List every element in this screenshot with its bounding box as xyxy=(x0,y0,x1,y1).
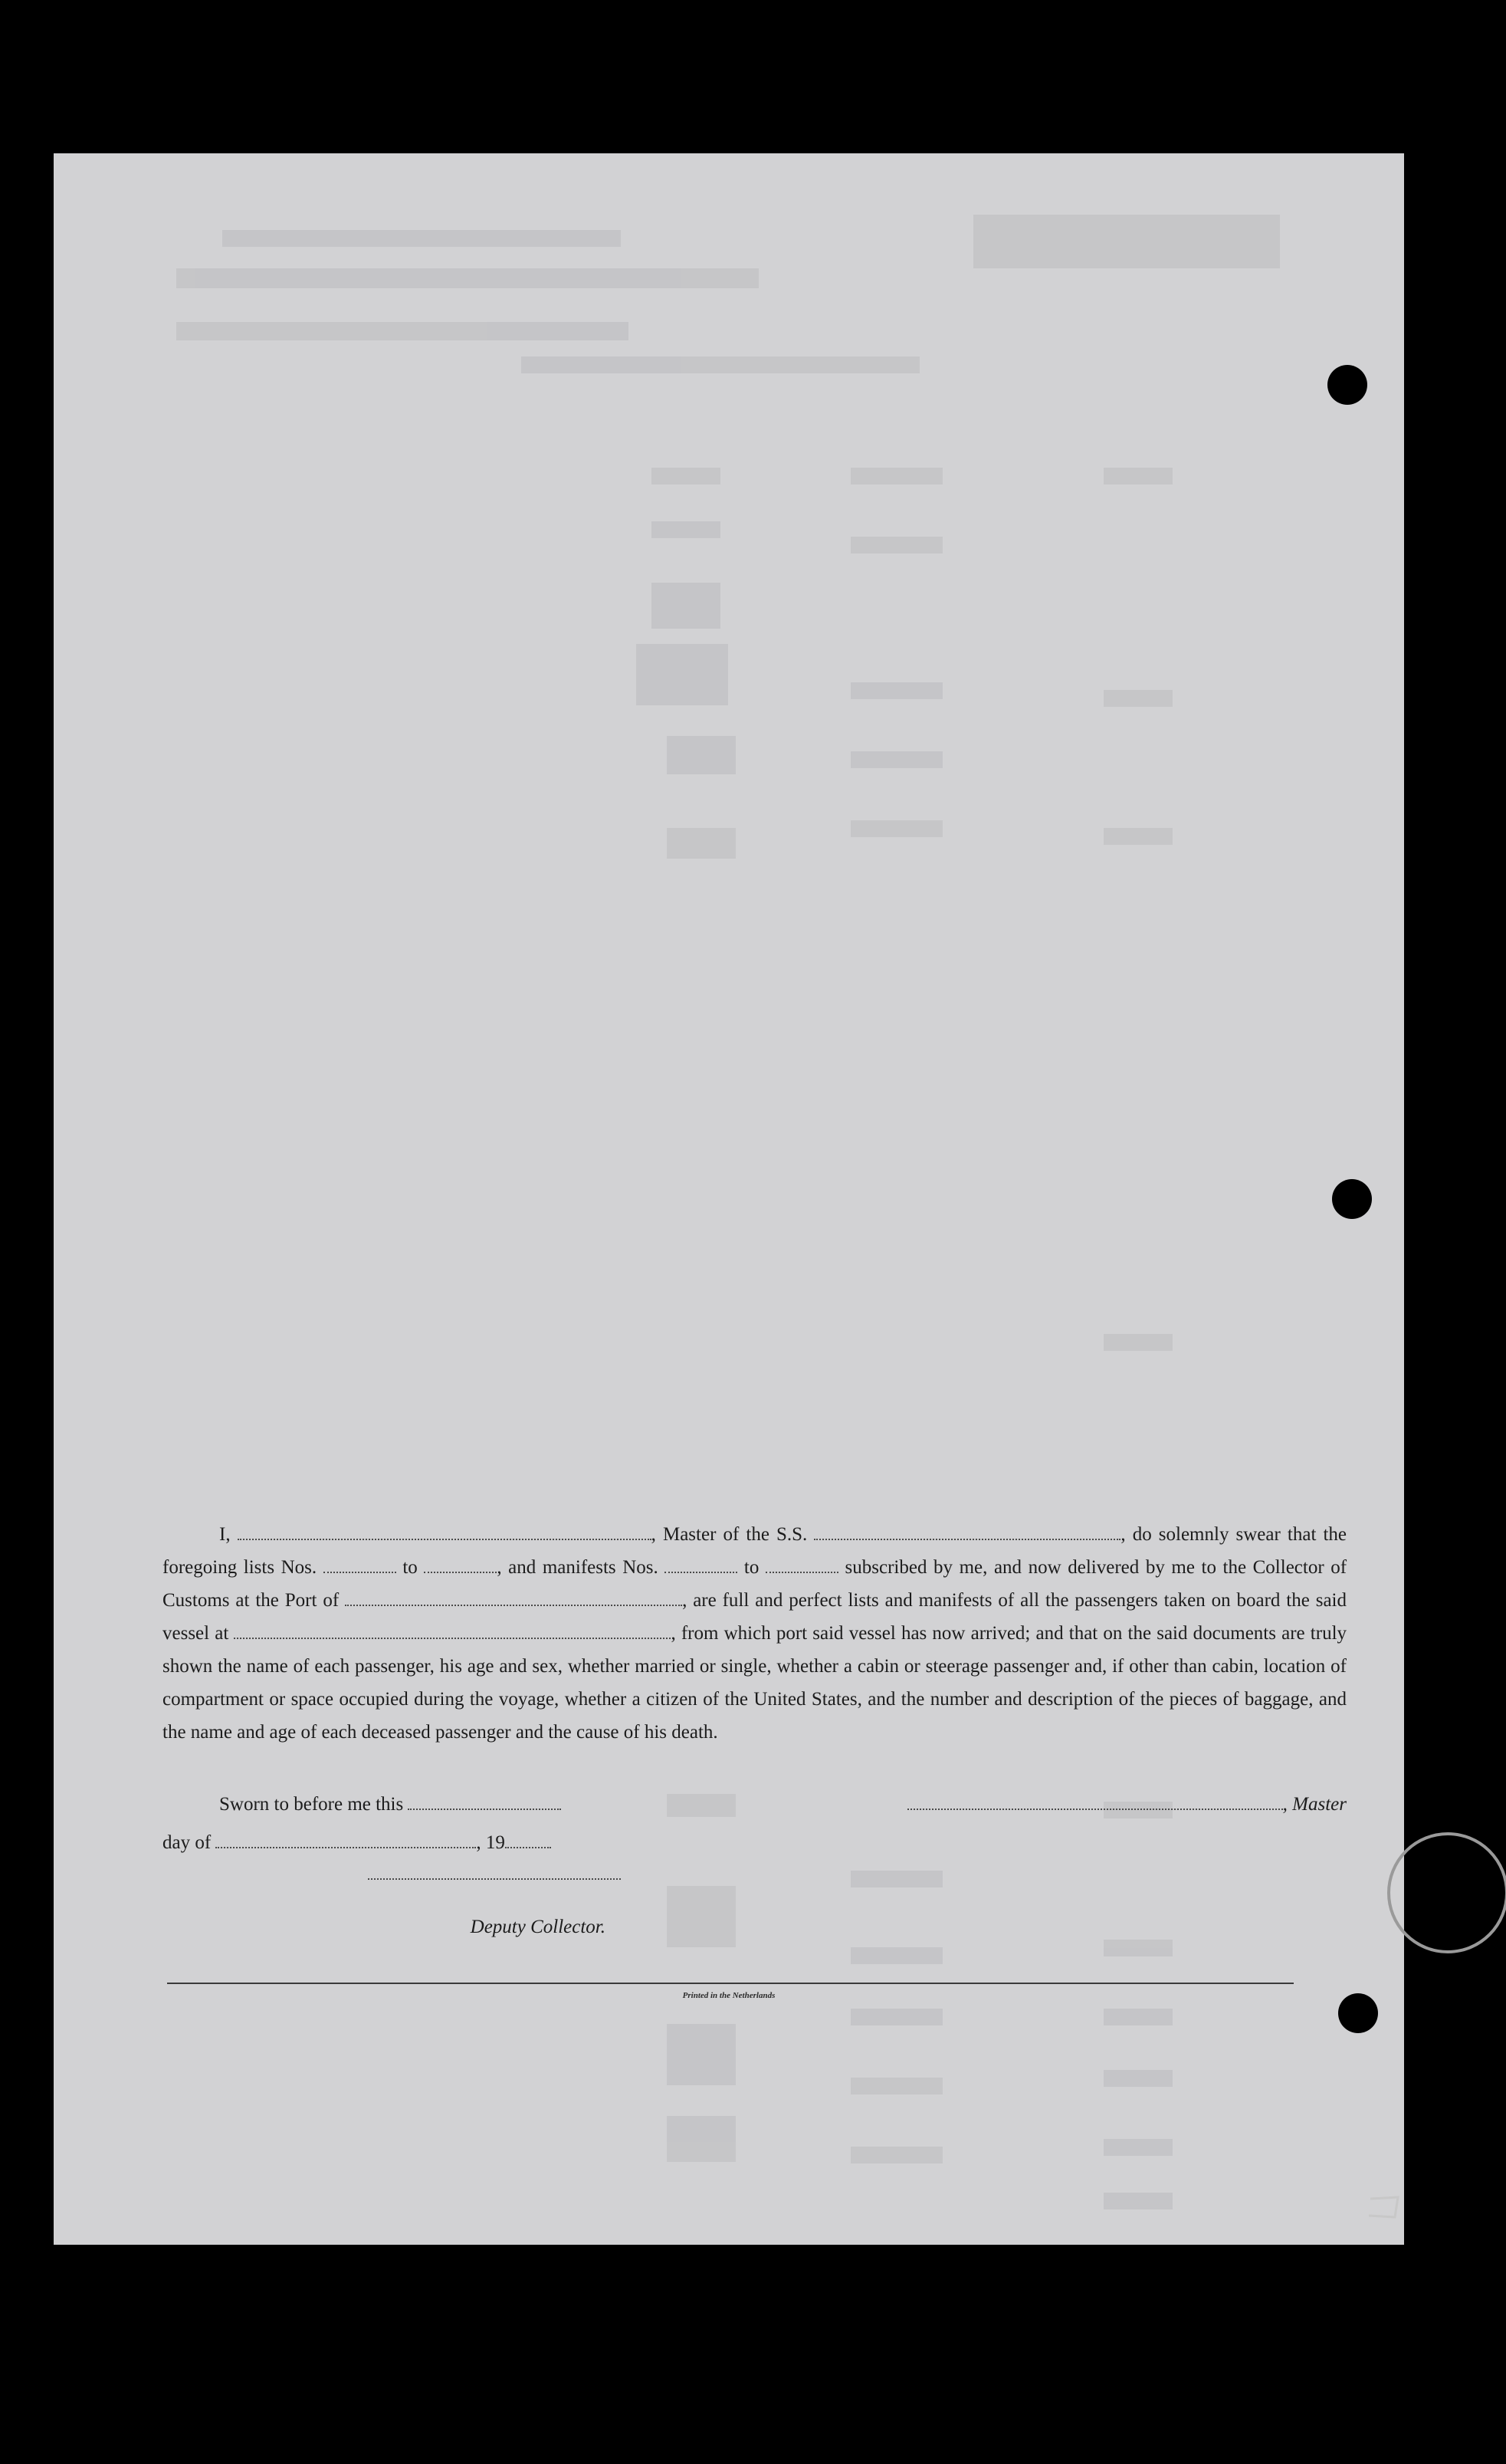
oath-text-6: to xyxy=(743,1557,760,1578)
footer-rule xyxy=(167,1983,1294,1984)
lists-from-blank xyxy=(323,1559,396,1573)
master-oath-paragraph xyxy=(162,1518,1347,1749)
sworn-label: Sworn to before me this xyxy=(219,1794,404,1815)
year-blank xyxy=(505,1835,551,1848)
oath-text-1: I, xyxy=(219,1524,231,1545)
oath-text-7: subscribed by me, and now delivered by me to the Collector of Customs at the Port of xyxy=(162,1557,1347,1611)
manifests-to-blank xyxy=(766,1559,838,1573)
printer-note: Printed in the Netherlands xyxy=(682,1991,776,2000)
year-label: , 19 xyxy=(476,1832,505,1853)
manifests-from-blank xyxy=(664,1559,737,1573)
manifest-page xyxy=(54,153,1404,2245)
day-label: day of xyxy=(162,1832,212,1853)
deputy-signature-blank xyxy=(368,1878,621,1880)
ship-name-blank xyxy=(814,1526,1120,1540)
oath-text-5: , and manifests Nos. xyxy=(497,1557,658,1578)
lists-to-blank xyxy=(424,1559,497,1573)
sworn-row xyxy=(162,1788,1347,1821)
departure-port-blank xyxy=(234,1625,671,1639)
oath-text-2: , Master of the S.S. xyxy=(651,1524,808,1545)
punch-hole-bottom xyxy=(1338,1993,1378,2033)
master-name-blank xyxy=(238,1526,651,1540)
punch-hole-middle xyxy=(1332,1179,1372,1219)
sworn-date-blank xyxy=(408,1796,561,1810)
port-blank xyxy=(345,1592,682,1606)
day-row xyxy=(162,1832,551,1854)
oath-text-9: , from which port said vessel has now arrived; and that on the said documents are truly shown the name of each passenger, his age and sex, whether married or single, whether a cabin or steerage passenger and, if other than cabin, location of compartment or space occupied during the voyage, whether a citizen of the United States, and the number and description of the pieces of baggage, and the name and age of each deceased passenger and the cause of his death. xyxy=(162,1623,1347,1743)
oath-text-4: to xyxy=(402,1557,418,1578)
oath-text-8: , are full and perfect lists and manifests of all the passengers taken on board the said vessel at xyxy=(162,1590,1347,1644)
punch-hole-top xyxy=(1327,365,1367,405)
deputy-collector-label: Deputy Collector. xyxy=(470,1917,605,1937)
month-blank xyxy=(215,1835,476,1848)
master-signature-blank xyxy=(907,1796,1283,1810)
circular-stamp-mark xyxy=(1387,1832,1506,1953)
master-label: , Master xyxy=(1282,1794,1347,1815)
oath-text-3: , do solemnly swear that the foregoing lists Nos. xyxy=(162,1524,1347,1578)
page-corner-mark xyxy=(1364,2193,1410,2223)
